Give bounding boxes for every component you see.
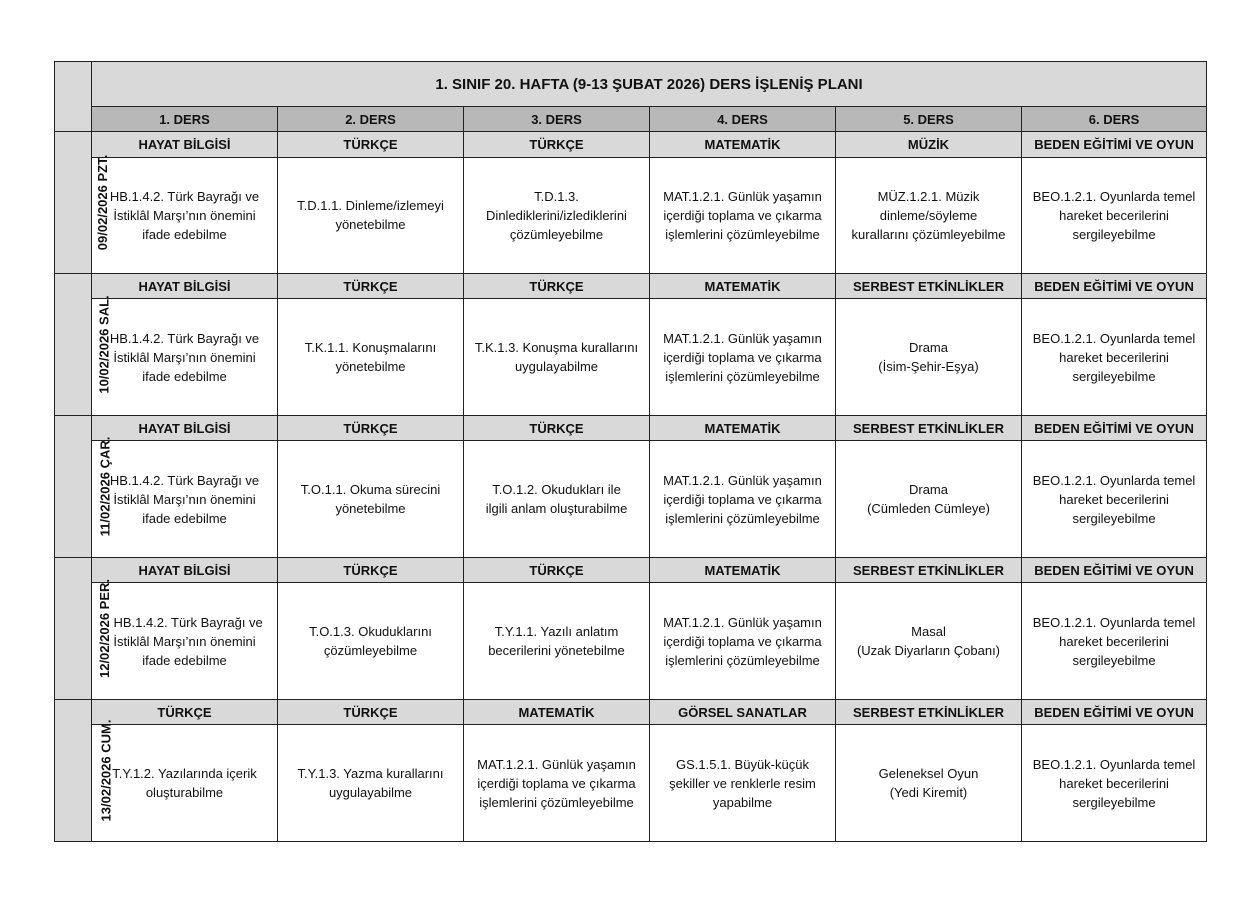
day-objective-row xyxy=(55,299,1207,416)
objective-cell xyxy=(464,725,650,842)
objective-cell xyxy=(278,157,464,274)
subject-cell: SERBEST ETKİNLİKLER xyxy=(836,700,1022,725)
objective-text: T.O.1.3. Okuduklarını çözümleyebilme xyxy=(309,624,432,659)
objective-cell xyxy=(1022,441,1207,558)
objective-text: T.O.1.1. Okuma sürecini yönetebilme xyxy=(300,482,441,517)
objective-cell xyxy=(1022,583,1207,700)
day-label: 12/02/2026 PER. xyxy=(97,578,113,678)
day-subject-row xyxy=(55,558,1207,583)
objective-cell xyxy=(92,725,278,842)
period-header: 6. DERS xyxy=(1022,107,1207,132)
objective-text: T.Y.1.1. Yazılı anlatım becerilerini yönetebilme xyxy=(488,624,625,659)
day-subject-row xyxy=(55,700,1207,725)
objective-cell xyxy=(464,299,650,416)
subject-cell: MATEMATİK xyxy=(650,558,836,583)
subject-cell: TÜRKÇE xyxy=(464,132,650,157)
plan-title: 1. SINIF 20. HAFTA (9-13 ŞUBAT 2026) DERS İŞLENİŞ PLANI xyxy=(92,62,1207,107)
subject-cell: SERBEST ETKİNLİKLER xyxy=(836,274,1022,299)
objective-cell xyxy=(650,441,836,558)
objective-cell xyxy=(836,299,1022,416)
objective-text: BEO.1.2.1. Oyunlarda temel hareket becerilerini sergileyebilme xyxy=(1032,756,1196,810)
day-subject-row xyxy=(55,132,1207,157)
subject-cell: MATEMATİK xyxy=(650,274,836,299)
objective-text: T.D.1.1. Dinleme/izlemeyi yönetebilme xyxy=(297,198,444,233)
objective-text: BEO.1.2.1. Oyunlarda temel hareket becerilerini sergileyebilme xyxy=(1032,188,1196,242)
day-subject-row xyxy=(55,274,1207,299)
subject-cell: BEDEN EĞİTİMİ VE OYUN xyxy=(1022,700,1207,725)
objective-cell xyxy=(1022,299,1207,416)
subject-cell: SERBEST ETKİNLİKLER xyxy=(836,558,1022,583)
subject-cell: TÜRKÇE xyxy=(278,416,464,441)
objective-cell xyxy=(278,299,464,416)
objective-text: HB.1.4.2. Türk Bayrağı ve İstiklâl Marşı’nın önemini ifade edebilme xyxy=(109,472,260,526)
objective-text: MAT.1.2.1. Günlük yaşamın içerdiği toplama ve çıkarma işlemlerini çözümleyebilme xyxy=(663,614,822,668)
objective-text: MAT.1.2.1. Günlük yaşamın içerdiği toplama ve çıkarma işlemlerini çözümleyebilme xyxy=(663,330,822,384)
subject-cell: HAYAT BİLGİSİ xyxy=(92,416,278,441)
subject-cell: MATEMATİK xyxy=(650,132,836,157)
subject-cell: HAYAT BİLGİSİ xyxy=(92,558,278,583)
objective-text: Masal (Uzak Diyarların Çobanı) xyxy=(856,624,1001,659)
subject-cell: HAYAT BİLGİSİ xyxy=(92,132,278,157)
period-header: 5. DERS xyxy=(836,107,1022,132)
day-subject-row xyxy=(55,416,1207,441)
objective-text: T.Y.1.2. Yazılarında içerik oluşturabilme xyxy=(112,766,257,801)
title-row xyxy=(55,62,1207,107)
objective-text: T.D.1.3. Dinlediklerini/izlediklerini çözümleyebilme xyxy=(486,188,627,242)
subject-cell: GÖRSEL SANATLAR xyxy=(650,700,836,725)
objective-cell xyxy=(1022,725,1207,842)
day-cell xyxy=(55,700,114,842)
objective-cell xyxy=(650,299,836,416)
objective-cell xyxy=(836,441,1022,558)
objective-cell xyxy=(278,441,464,558)
period-header: 1. DERS xyxy=(92,107,278,132)
objective-cell xyxy=(1022,157,1207,274)
objective-text: T.O.1.2. Okudukları ile ilgili anlam oluşturabilme xyxy=(485,482,628,517)
day-label: 09/02/2026 PZT. xyxy=(95,154,111,251)
subject-cell: HAYAT BİLGİSİ xyxy=(92,274,278,299)
day-label: 11/02/2026 ÇAR. xyxy=(97,436,113,537)
objective-cell xyxy=(278,583,464,700)
day-label: 13/02/2026 CUM. xyxy=(98,719,114,821)
day-objective-row xyxy=(55,583,1207,700)
objective-cell xyxy=(464,157,650,274)
subject-cell: BEDEN EĞİTİMİ VE OYUN xyxy=(1022,416,1207,441)
objective-text: Drama (Cümleden Cümleye) xyxy=(867,482,990,517)
objective-text: . HB.1.4.2. Türk Bayrağı ve İstiklâl Marşı’nın önemini ifade edebilme xyxy=(106,614,263,668)
day-objective-row xyxy=(55,441,1207,558)
corner-cell xyxy=(55,62,92,132)
objective-cell xyxy=(92,583,278,700)
subject-cell: TÜRKÇE xyxy=(464,274,650,299)
objective-text: T.Y.1.3. Yazma kurallarını uygulayabilme xyxy=(297,766,444,801)
objective-text: HB.1.4.2. Türk Bayrağı ve İstiklâl Marşı’nın önemini ifade edebilme xyxy=(109,330,260,384)
subject-cell: TÜRKÇE xyxy=(278,558,464,583)
subject-cell: TÜRKÇE xyxy=(92,700,278,725)
objective-text: BEO.1.2.1. Oyunlarda temel hareket becerilerini sergileyebilme xyxy=(1032,614,1196,668)
subject-cell: BEDEN EĞİTİMİ VE OYUN xyxy=(1022,558,1207,583)
period-header: 2. DERS xyxy=(278,107,464,132)
objective-cell xyxy=(836,157,1022,274)
objective-text: Drama (İsim-Şehir-Eşya) xyxy=(878,340,979,375)
objective-cell xyxy=(650,157,836,274)
objective-text: BEO.1.2.1. Oyunlarda temel hareket becerilerini sergileyebilme xyxy=(1032,330,1196,384)
subject-cell: SERBEST ETKİNLİKLER xyxy=(836,416,1022,441)
objective-cell xyxy=(464,583,650,700)
objective-cell xyxy=(92,441,278,558)
objective-text: T.K.1.1. Konuşmalarını yönetebilme xyxy=(304,340,437,375)
subject-cell: MATEMATİK xyxy=(650,416,836,441)
day-cell xyxy=(55,274,112,416)
subject-cell: BEDEN EĞİTİMİ VE OYUN xyxy=(1022,274,1207,299)
day-objective-row xyxy=(55,157,1207,274)
objective-text: MAT.1.2.1. Günlük yaşamın içerdiği toplama ve çıkarma işlemlerini çözümleyebilme xyxy=(663,188,822,242)
objective-cell xyxy=(464,441,650,558)
subject-cell: MÜZİK xyxy=(836,132,1022,157)
day-cell xyxy=(55,416,113,558)
objective-text: MAT.1.2.1. Günlük yaşamın içerdiği toplama ve çıkarma işlemlerini çözümleyebilme xyxy=(663,472,822,526)
objective-text: GS.1.5.1. Büyük-küçük şekiller ve renklerle resim yapabilme xyxy=(669,756,816,810)
lesson-plan-table xyxy=(54,61,1207,842)
subject-cell: BEDEN EĞİTİMİ VE OYUN xyxy=(1022,132,1207,157)
day-cell xyxy=(55,558,113,700)
objective-text: MAT.1.2.1. Günlük yaşamın içerdiği toplama ve çıkarma işlemlerini çözümleyebilme xyxy=(477,756,636,810)
subject-cell: TÜRKÇE xyxy=(278,274,464,299)
objective-text: MÜZ.1.2.1. Müzik dinleme/söyleme kurallarını çözümleyebilme xyxy=(851,188,1006,242)
day-label: 10/02/2026 SAL. xyxy=(96,295,112,394)
objective-text: HB.1.4.2. Türk Bayrağı ve İstiklâl Marşı’nın önemini ifade edebilme xyxy=(109,188,260,242)
day-cell xyxy=(55,132,111,274)
day-objective-row xyxy=(55,725,1207,842)
subject-cell: MATEMATİK xyxy=(464,700,650,725)
objective-cell xyxy=(650,583,836,700)
objective-text: T.K.1.3. Konuşma kurallarını uygulayabilme xyxy=(474,340,639,375)
period-header: 3. DERS xyxy=(464,107,650,132)
objective-cell xyxy=(836,725,1022,842)
objective-text: BEO.1.2.1. Oyunlarda temel hareket becerilerini sergileyebilme xyxy=(1032,472,1196,526)
period-header-row xyxy=(55,107,1207,132)
objective-cell xyxy=(278,725,464,842)
objective-cell xyxy=(836,583,1022,700)
objective-cell xyxy=(92,154,278,274)
objective-cell xyxy=(650,725,836,842)
subject-cell: TÜRKÇE xyxy=(464,416,650,441)
objective-cell xyxy=(92,299,278,416)
objective-text: Geleneksel Oyun (Yedi Kiremit) xyxy=(878,766,979,801)
subject-cell: TÜRKÇE xyxy=(464,558,650,583)
subject-cell: TÜRKÇE xyxy=(278,700,464,725)
period-header: 4. DERS xyxy=(650,107,836,132)
subject-cell: TÜRKÇE xyxy=(278,132,464,157)
